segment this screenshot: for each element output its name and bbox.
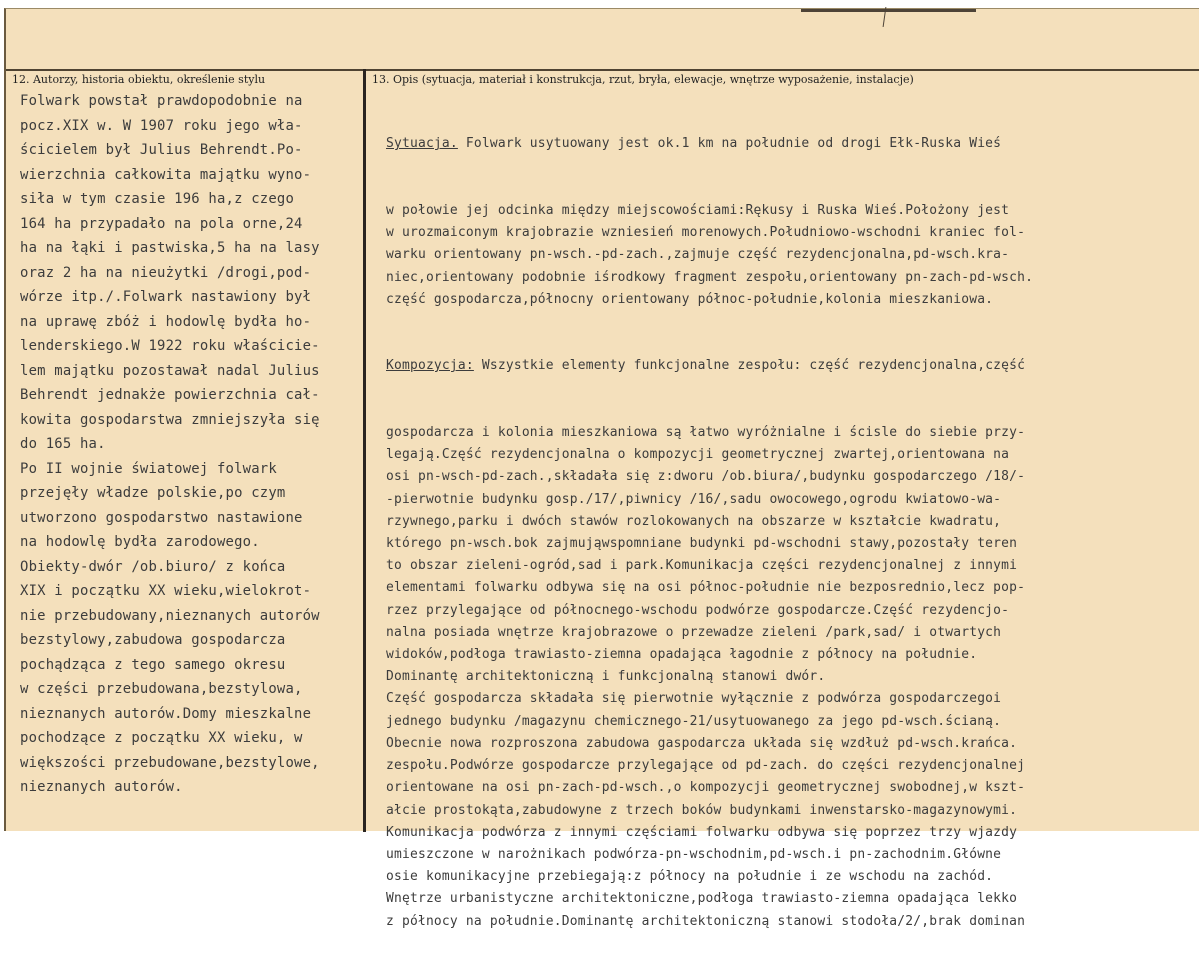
sytuacja-label: Sytuacja.: [386, 136, 458, 152]
text-line: nieznanych autorów.Domy mieszkalne: [20, 705, 312, 722]
situation-lines: [386, 200, 1033, 311]
text-line: lenderskiego.W 1922 roku właścicie-: [20, 338, 320, 354]
text-line: osi pn-wsch-pd-zach.,składała się z:dworu /ob.biura/,budynku gospodarczego /18/-: [386, 469, 1026, 485]
text-line: Po II wojnie światowej folwark: [20, 460, 277, 477]
text-line: w urozmaiconym krajobrazie wzniesień morenowych.Południowo-wschodni kraniec fol-: [386, 225, 1026, 241]
text-line: rzywnego,parku i dwóch stawów rozlokowanych na obszarze w kształcie kwadratu,: [386, 513, 1002, 529]
text-line: elementami folwarku odbywa się na osi północ-południe nie bezposrednio,lecz pop-: [386, 580, 1026, 596]
text-line: jednego budynku /magazynu chemicznego-21/usytuowanego za jego pd-wsch.ścianą.: [386, 713, 1002, 729]
text-line: większości przebudowane,bezstylowe,: [20, 754, 320, 771]
text-line: którego pn-wsch.bok zajmująwspomniane budynki pd-wschodni stawy,pozostały teren: [386, 536, 1018, 552]
text-line: siła w tym czasie 196 ha,z czego: [20, 191, 295, 207]
text-line: warku orientowany pn-wsch.-pd-zach.,zajmuje część rezydencjonalna,pd-wsch.kra-: [386, 247, 1010, 263]
header-rule: [6, 69, 1199, 71]
text-line: Komunikacja podwórza z innymi częściami folwarku odbywa się poprzez trzy wjazdy: [386, 824, 1018, 840]
history-text: [20, 89, 320, 800]
text-line: na uprawę zbóż i hodowlę bydła ho-: [20, 313, 312, 330]
text-line: Folwark powstał prawdopodobnie na: [20, 93, 303, 109]
text-line: część gospodarcza,północny orientowany północ-południe,kolonia mieszkaniowa.: [386, 291, 994, 307]
text-line: Dominantę architektoniczną i funkcjonalną stanowi dwór.: [386, 669, 826, 685]
text-line: nieznanych autorów.: [20, 779, 183, 795]
text-line: oraz 2 ha na nieużytki /drogi,pod-: [20, 264, 312, 281]
text-line: legają.Część rezydencjonalna o kompozycji geometrycznej zwartej,orientowana na: [386, 447, 1010, 463]
text-line: w połowie jej odcinka między miejscowościami:Rękusy i Ruska Wieś.Położony jest: [386, 203, 1010, 219]
text-line: bezstylowy,zabudowa gospodarcza: [20, 632, 286, 648]
pencil-mark: [801, 9, 976, 12]
text-line: pocz.XIX w. W 1907 roku jego wła-: [20, 117, 303, 134]
text-line: osie komunikacyjne przebiegają:z północy na południe i ze wschodu na zachód.: [386, 869, 994, 885]
text-line-rest: Folwark usytuowany jest ok.1 km na południe od drogi Ełk-Ruska Wieś: [457, 136, 1002, 152]
text-line: zespołu.Podwórze gospodarcze przylegające od pd-zach. do części rezydencjonalnej: [386, 758, 1026, 774]
text-line: Część gospodarcza składała się pierwotnie wyłącznie z podwórza gospodarczegoi: [386, 691, 1002, 707]
composition-lines: [386, 422, 1033, 933]
kompozycja-label: Kompozycja:: [386, 358, 474, 374]
text-line: wierzchnia całkowita majątku wyno-: [20, 166, 312, 183]
section-12-heading: 12. Autorzy, historia obiektu, określenie stylu: [12, 73, 266, 86]
text-line: ałcie prostokąta,zabudowyne z trzech boków budynkami inwenstarsko-magazynowymi.: [386, 802, 1018, 818]
text-line: [386, 355, 1033, 377]
column-divider: [363, 69, 366, 832]
text-line: widoków,podłoga trawiasto-ziemna opadająca łagodnie z północy na południe.: [386, 647, 978, 663]
text-line: [386, 133, 1033, 155]
text-line: 164 ha przypadało na pola orne,24: [20, 215, 303, 232]
text-line: rzez przylegające od północnego-wschodu podwórze gospodarcze.Część rezydencjo-: [386, 602, 1010, 618]
text-line: w części przebudowana,bezstylowa,: [20, 681, 303, 697]
text-line: XIX i początku XX wieku,wielokrot-: [20, 583, 312, 599]
text-line: Behrendt jednakże powierzchnia cał-: [20, 387, 320, 403]
text-line: gospodarcza i kolonia mieszkaniowa są łatwo wyróżnialne i ścisle do siebie przy-: [386, 425, 1026, 441]
text-line: pochądząca z tego samego okresu: [20, 656, 286, 673]
text-line: niec,orientowany podobnie iśrodkowy fragment zespołu,orientowany pn-zach-pd-wsch.: [386, 269, 1034, 285]
text-line: utworzono gospodarstwo nastawione: [20, 509, 303, 526]
text-line: lem majątku pozostawał nadal Julius: [20, 362, 320, 379]
text-line: pochodzące z początku XX wieku, w: [20, 730, 303, 746]
text-line: z północy na południe.Dominantę architektoniczną stanowi stodoła/2/,brak dominan: [386, 913, 1026, 929]
text-line: ścicielem był Julius Behrendt.Po-: [20, 142, 303, 158]
text-line: orientowane na osi pn-zach-pd-wsch.,o kompozycji geometrycznej swobodnej,w kszt-: [386, 780, 1026, 796]
text-line: na hodowlę bydła zarodowego.: [20, 534, 260, 550]
text-line: nalna posiada wnętrze krajobrazowe o przewadze zieleni /park,sad/ i otwartych: [386, 624, 1002, 640]
index-card: [4, 8, 1199, 929]
text-line: Obiekty-dwór /ob.biuro/ z końca: [20, 558, 286, 575]
description-text: [386, 89, 1033, 977]
text-line: umieszczone w narożnikach podwórza-pn-wschodnim,pd-wsch.i pn-zachodnim.Główne: [386, 846, 1002, 862]
text-line: przejęły władze polskie,po czym: [20, 485, 286, 501]
section-13-heading: 13. Opis (sytuacja, materiał i konstrukcja, rzut, bryła, elewacje, wnętrze wyposażenie, instalacje): [372, 73, 914, 86]
text-line: Wnętrze urbanistyczne architektoniczne,podłoga trawiasto-ziemna opadająca lekko: [386, 891, 1018, 907]
text-line: wórze itp./.Folwark nastawiony był: [20, 289, 312, 305]
text-line: to obszar zieleni-ogród,sad i park.Komunikacja części rezydencjonalnej z innymi: [386, 558, 1018, 574]
text-line: nie przebudowany,nieznanych autorów: [20, 607, 320, 624]
text-line: -pierwotnie budynku gosp./17/,piwnicy /16/,sadu owocowego,ogrodu kwiatowo-wa-: [386, 491, 1002, 507]
text-line-rest: Wszystkie elementy funkcjonalne zespołu: część rezydencjonalna,część: [473, 358, 1026, 374]
text-line: kowita gospodarstwa zmniejszyła się: [20, 411, 320, 428]
text-line: ha na łąki i pastwiska,5 ha na lasy: [20, 240, 320, 256]
text-line: do 165 ha.: [20, 436, 106, 452]
text-line: Obecnie nowa rozproszona zabudowa gaspodarcza układa się wzdłuż pd-wsch.krańca.: [386, 735, 1018, 751]
